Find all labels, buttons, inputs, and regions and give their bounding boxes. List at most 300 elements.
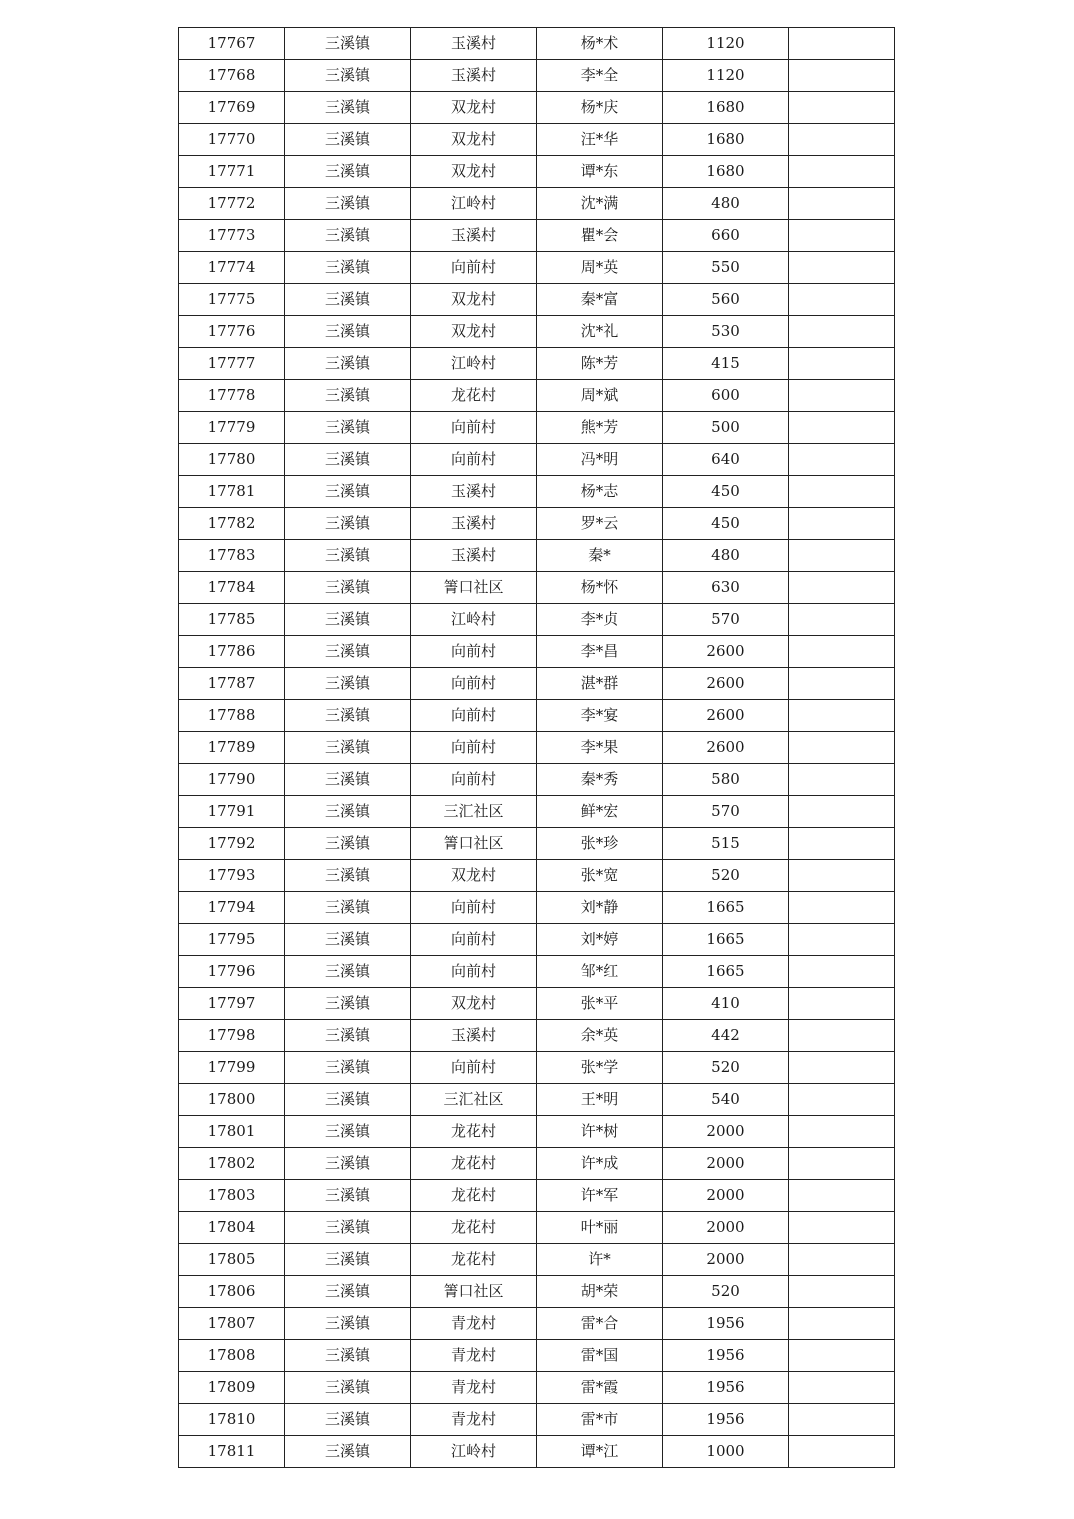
amount-cell: 550 [663, 252, 789, 284]
remark-cell [789, 508, 895, 540]
row-number-cell: 17793 [179, 860, 285, 892]
amount-cell: 580 [663, 764, 789, 796]
name-cell: 冯*明 [537, 444, 663, 476]
town-cell: 三溪镇 [285, 1212, 411, 1244]
table-row [179, 1436, 895, 1468]
village-cell: 箐口社区 [411, 572, 537, 604]
amount-cell: 660 [663, 220, 789, 252]
row-number-cell: 17801 [179, 1116, 285, 1148]
name-cell: 许*军 [537, 1180, 663, 1212]
row-number-cell: 17804 [179, 1212, 285, 1244]
name-cell: 罗*云 [537, 508, 663, 540]
village-cell: 玉溪村 [411, 60, 537, 92]
amount-cell: 442 [663, 1020, 789, 1052]
remark-cell [789, 1340, 895, 1372]
name-cell: 谭*东 [537, 156, 663, 188]
remark-cell [789, 828, 895, 860]
row-number-cell: 17787 [179, 668, 285, 700]
village-cell: 向前村 [411, 700, 537, 732]
amount-cell: 1000 [663, 1436, 789, 1468]
amount-cell: 2600 [663, 732, 789, 764]
village-cell: 向前村 [411, 732, 537, 764]
town-cell: 三溪镇 [285, 796, 411, 828]
table-row [179, 828, 895, 860]
table-row [179, 1404, 895, 1436]
remark-cell [789, 252, 895, 284]
remark-cell [789, 1052, 895, 1084]
amount-cell: 2600 [663, 668, 789, 700]
village-cell: 玉溪村 [411, 28, 537, 60]
row-number-cell: 17768 [179, 60, 285, 92]
village-cell: 双龙村 [411, 284, 537, 316]
name-cell: 张*宽 [537, 860, 663, 892]
town-cell: 三溪镇 [285, 28, 411, 60]
row-number-cell: 17774 [179, 252, 285, 284]
row-number-cell: 17797 [179, 988, 285, 1020]
town-cell: 三溪镇 [285, 1148, 411, 1180]
remark-cell [789, 1084, 895, 1116]
village-cell: 向前村 [411, 412, 537, 444]
row-number-cell: 17785 [179, 604, 285, 636]
amount-cell: 480 [663, 188, 789, 220]
row-number-cell: 17800 [179, 1084, 285, 1116]
remark-cell [789, 892, 895, 924]
name-cell: 陈*芳 [537, 348, 663, 380]
town-cell: 三溪镇 [285, 668, 411, 700]
row-number-cell: 17789 [179, 732, 285, 764]
village-cell: 三汇社区 [411, 1084, 537, 1116]
remark-cell [789, 1180, 895, 1212]
amount-cell: 530 [663, 316, 789, 348]
table-row [179, 284, 895, 316]
table-row [179, 1084, 895, 1116]
table-row [179, 764, 895, 796]
village-cell: 龙花村 [411, 380, 537, 412]
name-cell: 杨*怀 [537, 572, 663, 604]
amount-cell: 520 [663, 860, 789, 892]
town-cell: 三溪镇 [285, 412, 411, 444]
amount-cell: 520 [663, 1276, 789, 1308]
name-cell: 杨*志 [537, 476, 663, 508]
row-number-cell: 17807 [179, 1308, 285, 1340]
amount-cell: 570 [663, 796, 789, 828]
town-cell: 三溪镇 [285, 92, 411, 124]
remark-cell [789, 668, 895, 700]
town-cell: 三溪镇 [285, 1116, 411, 1148]
amount-cell: 570 [663, 604, 789, 636]
remark-cell [789, 1244, 895, 1276]
name-cell: 汪*华 [537, 124, 663, 156]
amount-cell: 480 [663, 540, 789, 572]
name-cell: 雷*市 [537, 1404, 663, 1436]
row-number-cell: 17781 [179, 476, 285, 508]
row-number-cell: 17794 [179, 892, 285, 924]
table-row [179, 956, 895, 988]
name-cell: 李*果 [537, 732, 663, 764]
town-cell: 三溪镇 [285, 124, 411, 156]
row-number-cell: 17783 [179, 540, 285, 572]
village-cell: 双龙村 [411, 156, 537, 188]
name-cell: 余*英 [537, 1020, 663, 1052]
row-number-cell: 17788 [179, 700, 285, 732]
row-number-cell: 17780 [179, 444, 285, 476]
remark-cell [789, 1372, 895, 1404]
town-cell: 三溪镇 [285, 860, 411, 892]
name-cell: 李*全 [537, 60, 663, 92]
village-cell: 双龙村 [411, 988, 537, 1020]
village-cell: 青龙村 [411, 1308, 537, 1340]
town-cell: 三溪镇 [285, 1244, 411, 1276]
table-row [179, 220, 895, 252]
table-row [179, 892, 895, 924]
remark-cell [789, 1276, 895, 1308]
table-row [179, 572, 895, 604]
town-cell: 三溪镇 [285, 892, 411, 924]
village-cell: 龙花村 [411, 1148, 537, 1180]
village-cell: 三汇社区 [411, 796, 537, 828]
document-page [178, 27, 894, 1468]
amount-cell: 515 [663, 828, 789, 860]
row-number-cell: 17777 [179, 348, 285, 380]
amount-cell: 1956 [663, 1372, 789, 1404]
table-row [179, 412, 895, 444]
table-row [179, 1180, 895, 1212]
town-cell: 三溪镇 [285, 1020, 411, 1052]
village-cell: 向前村 [411, 444, 537, 476]
row-number-cell: 17770 [179, 124, 285, 156]
amount-cell: 415 [663, 348, 789, 380]
table-row [179, 476, 895, 508]
town-cell: 三溪镇 [285, 1372, 411, 1404]
town-cell: 三溪镇 [285, 1340, 411, 1372]
amount-cell: 500 [663, 412, 789, 444]
remark-cell [789, 348, 895, 380]
remark-cell [789, 156, 895, 188]
row-number-cell: 17798 [179, 1020, 285, 1052]
table-row [179, 1244, 895, 1276]
name-cell: 许*成 [537, 1148, 663, 1180]
name-cell: 雷*合 [537, 1308, 663, 1340]
name-cell: 周*斌 [537, 380, 663, 412]
amount-cell: 1956 [663, 1340, 789, 1372]
roster-table [178, 27, 895, 1468]
table-row [179, 604, 895, 636]
name-cell: 沈*礼 [537, 316, 663, 348]
village-cell: 龙花村 [411, 1180, 537, 1212]
village-cell: 箐口社区 [411, 828, 537, 860]
table-row [179, 1372, 895, 1404]
remark-cell [789, 1308, 895, 1340]
town-cell: 三溪镇 [285, 828, 411, 860]
town-cell: 三溪镇 [285, 956, 411, 988]
village-cell: 青龙村 [411, 1340, 537, 1372]
amount-cell: 630 [663, 572, 789, 604]
row-number-cell: 17792 [179, 828, 285, 860]
remark-cell [789, 700, 895, 732]
table-row [179, 924, 895, 956]
town-cell: 三溪镇 [285, 572, 411, 604]
amount-cell: 450 [663, 508, 789, 540]
remark-cell [789, 956, 895, 988]
table-row [179, 796, 895, 828]
remark-cell [789, 1116, 895, 1148]
amount-cell: 1665 [663, 924, 789, 956]
town-cell: 三溪镇 [285, 1180, 411, 1212]
name-cell: 雷*国 [537, 1340, 663, 1372]
town-cell: 三溪镇 [285, 188, 411, 220]
amount-cell: 2600 [663, 636, 789, 668]
town-cell: 三溪镇 [285, 476, 411, 508]
amount-cell: 1120 [663, 28, 789, 60]
name-cell: 张*珍 [537, 828, 663, 860]
village-cell: 江岭村 [411, 1436, 537, 1468]
table-row [179, 1116, 895, 1148]
town-cell: 三溪镇 [285, 380, 411, 412]
table-row [179, 668, 895, 700]
town-cell: 三溪镇 [285, 1308, 411, 1340]
row-number-cell: 17796 [179, 956, 285, 988]
name-cell: 周*英 [537, 252, 663, 284]
village-cell: 玉溪村 [411, 220, 537, 252]
table-row [179, 316, 895, 348]
name-cell: 谭*江 [537, 1436, 663, 1468]
town-cell: 三溪镇 [285, 60, 411, 92]
town-cell: 三溪镇 [285, 540, 411, 572]
remark-cell [789, 380, 895, 412]
table-row [179, 1052, 895, 1084]
row-number-cell: 17790 [179, 764, 285, 796]
name-cell: 李*宴 [537, 700, 663, 732]
table-row [179, 444, 895, 476]
name-cell: 杨*庆 [537, 92, 663, 124]
table-row [179, 1020, 895, 1052]
remark-cell [789, 220, 895, 252]
amount-cell: 410 [663, 988, 789, 1020]
village-cell: 箐口社区 [411, 1276, 537, 1308]
town-cell: 三溪镇 [285, 636, 411, 668]
row-number-cell: 17769 [179, 92, 285, 124]
town-cell: 三溪镇 [285, 1404, 411, 1436]
roster-table-body [179, 28, 895, 1468]
name-cell: 许* [537, 1244, 663, 1276]
town-cell: 三溪镇 [285, 1276, 411, 1308]
name-cell: 鲜*宏 [537, 796, 663, 828]
village-cell: 双龙村 [411, 124, 537, 156]
row-number-cell: 17771 [179, 156, 285, 188]
table-row [179, 508, 895, 540]
amount-cell: 1956 [663, 1404, 789, 1436]
amount-cell: 1956 [663, 1308, 789, 1340]
remark-cell [789, 92, 895, 124]
amount-cell: 2000 [663, 1244, 789, 1276]
remark-cell [789, 636, 895, 668]
row-number-cell: 17772 [179, 188, 285, 220]
village-cell: 江岭村 [411, 188, 537, 220]
table-row [179, 188, 895, 220]
row-number-cell: 17778 [179, 380, 285, 412]
remark-cell [789, 412, 895, 444]
table-row [179, 540, 895, 572]
town-cell: 三溪镇 [285, 220, 411, 252]
village-cell: 向前村 [411, 668, 537, 700]
name-cell: 李*贞 [537, 604, 663, 636]
town-cell: 三溪镇 [285, 988, 411, 1020]
village-cell: 向前村 [411, 924, 537, 956]
name-cell: 刘*静 [537, 892, 663, 924]
remark-cell [789, 284, 895, 316]
name-cell: 湛*群 [537, 668, 663, 700]
row-number-cell: 17784 [179, 572, 285, 604]
row-number-cell: 17803 [179, 1180, 285, 1212]
village-cell: 江岭村 [411, 604, 537, 636]
name-cell: 瞿*会 [537, 220, 663, 252]
row-number-cell: 17811 [179, 1436, 285, 1468]
remark-cell [789, 316, 895, 348]
amount-cell: 2000 [663, 1116, 789, 1148]
village-cell: 向前村 [411, 636, 537, 668]
remark-cell [789, 188, 895, 220]
town-cell: 三溪镇 [285, 444, 411, 476]
row-number-cell: 17805 [179, 1244, 285, 1276]
table-row [179, 1276, 895, 1308]
remark-cell [789, 540, 895, 572]
town-cell: 三溪镇 [285, 1052, 411, 1084]
row-number-cell: 17779 [179, 412, 285, 444]
name-cell: 熊*芳 [537, 412, 663, 444]
village-cell: 龙花村 [411, 1212, 537, 1244]
table-row [179, 1148, 895, 1180]
name-cell: 张*学 [537, 1052, 663, 1084]
name-cell: 叶*丽 [537, 1212, 663, 1244]
remark-cell [789, 444, 895, 476]
remark-cell [789, 1212, 895, 1244]
remark-cell [789, 28, 895, 60]
village-cell: 向前村 [411, 252, 537, 284]
town-cell: 三溪镇 [285, 508, 411, 540]
amount-cell: 1120 [663, 60, 789, 92]
village-cell: 向前村 [411, 956, 537, 988]
amount-cell: 520 [663, 1052, 789, 1084]
remark-cell [789, 764, 895, 796]
table-row [179, 700, 895, 732]
row-number-cell: 17809 [179, 1372, 285, 1404]
remark-cell [789, 476, 895, 508]
village-cell: 玉溪村 [411, 1020, 537, 1052]
village-cell: 玉溪村 [411, 508, 537, 540]
name-cell: 杨*术 [537, 28, 663, 60]
village-cell: 双龙村 [411, 92, 537, 124]
name-cell: 刘*婷 [537, 924, 663, 956]
table-row [179, 28, 895, 60]
village-cell: 青龙村 [411, 1372, 537, 1404]
amount-cell: 1680 [663, 92, 789, 124]
village-cell: 玉溪村 [411, 540, 537, 572]
table-row [179, 732, 895, 764]
table-row [179, 1212, 895, 1244]
town-cell: 三溪镇 [285, 284, 411, 316]
row-number-cell: 17806 [179, 1276, 285, 1308]
remark-cell [789, 924, 895, 956]
amount-cell: 2000 [663, 1180, 789, 1212]
table-row [179, 60, 895, 92]
village-cell: 向前村 [411, 764, 537, 796]
table-row [179, 156, 895, 188]
row-number-cell: 17786 [179, 636, 285, 668]
row-number-cell: 17802 [179, 1148, 285, 1180]
town-cell: 三溪镇 [285, 700, 411, 732]
remark-cell [789, 796, 895, 828]
remark-cell [789, 124, 895, 156]
row-number-cell: 17791 [179, 796, 285, 828]
name-cell: 秦* [537, 540, 663, 572]
amount-cell: 1680 [663, 156, 789, 188]
village-cell: 青龙村 [411, 1404, 537, 1436]
name-cell: 秦*秀 [537, 764, 663, 796]
town-cell: 三溪镇 [285, 1436, 411, 1468]
table-row [179, 636, 895, 668]
town-cell: 三溪镇 [285, 316, 411, 348]
town-cell: 三溪镇 [285, 1084, 411, 1116]
village-cell: 龙花村 [411, 1116, 537, 1148]
remark-cell [789, 60, 895, 92]
amount-cell: 640 [663, 444, 789, 476]
amount-cell: 1680 [663, 124, 789, 156]
table-row [179, 92, 895, 124]
village-cell: 玉溪村 [411, 476, 537, 508]
remark-cell [789, 1148, 895, 1180]
town-cell: 三溪镇 [285, 732, 411, 764]
village-cell: 江岭村 [411, 348, 537, 380]
name-cell: 秦*富 [537, 284, 663, 316]
table-row [179, 252, 895, 284]
table-row [179, 988, 895, 1020]
amount-cell: 2000 [663, 1212, 789, 1244]
town-cell: 三溪镇 [285, 156, 411, 188]
name-cell: 李*昌 [537, 636, 663, 668]
table-row [179, 1340, 895, 1372]
village-cell: 双龙村 [411, 316, 537, 348]
remark-cell [789, 604, 895, 636]
remark-cell [789, 860, 895, 892]
town-cell: 三溪镇 [285, 924, 411, 956]
amount-cell: 1665 [663, 956, 789, 988]
remark-cell [789, 1404, 895, 1436]
amount-cell: 600 [663, 380, 789, 412]
amount-cell: 540 [663, 1084, 789, 1116]
table-row [179, 124, 895, 156]
row-number-cell: 17776 [179, 316, 285, 348]
name-cell: 沈*满 [537, 188, 663, 220]
village-cell: 双龙村 [411, 860, 537, 892]
amount-cell: 560 [663, 284, 789, 316]
amount-cell: 450 [663, 476, 789, 508]
name-cell: 邹*红 [537, 956, 663, 988]
row-number-cell: 17799 [179, 1052, 285, 1084]
name-cell: 许*树 [537, 1116, 663, 1148]
village-cell: 向前村 [411, 892, 537, 924]
town-cell: 三溪镇 [285, 764, 411, 796]
town-cell: 三溪镇 [285, 348, 411, 380]
village-cell: 龙花村 [411, 1244, 537, 1276]
table-row [179, 348, 895, 380]
table-row [179, 1308, 895, 1340]
row-number-cell: 17767 [179, 28, 285, 60]
remark-cell [789, 732, 895, 764]
name-cell: 王*明 [537, 1084, 663, 1116]
table-row [179, 860, 895, 892]
row-number-cell: 17795 [179, 924, 285, 956]
town-cell: 三溪镇 [285, 604, 411, 636]
